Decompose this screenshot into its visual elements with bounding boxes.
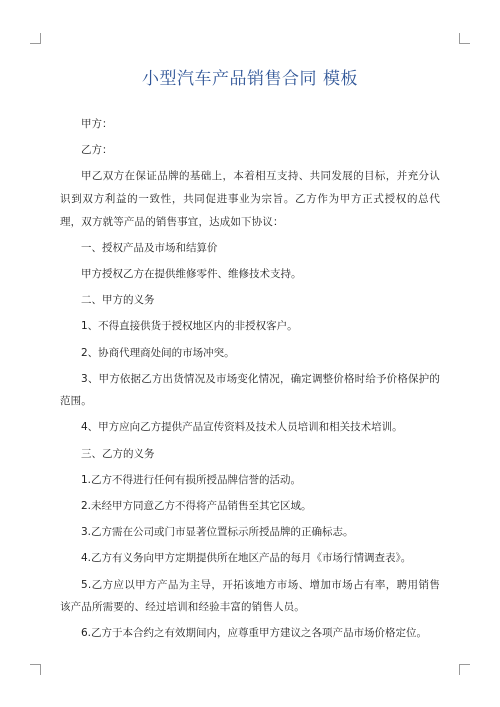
section-heading-1: 一、授权产品及市场和结算价 — [81, 241, 218, 254]
party-b-duty-4: 4.乙方有义务向甲方定期提供所在地区产品的每月《市场行情调查表》。 — [81, 552, 412, 565]
party-b-duty-3: 3.乙方需在公司或门市显著位置标示所授品牌的正确标志。 — [81, 526, 354, 539]
preamble-paragraph: 甲乙双方在保证品牌的基础上，本着相互支持、共同发展的目标，并充分认识到双方利益的一致性，共同促进事业为宗旨。乙方作为甲方正式授权的总代理，双方就等产品的销售事宜，达成如下协议： — [60, 170, 440, 228]
party-a-duty-2: 2、协商代理商处间的市场冲突。 — [81, 346, 235, 359]
party-b-duty-6: 6.乙方于本合约之有效期间内，应尊重甲方建议之各项产品市场价格定位。 — [81, 627, 428, 640]
crop-mark-top-left — [30, 33, 41, 44]
crop-mark-top-right — [459, 33, 470, 44]
crop-mark-bottom-left — [30, 664, 41, 675]
party-a-duty-4: 4、甲方应向乙方提供产品宣传资料及技术人员培训和相关技术培训。 — [81, 421, 403, 434]
party-b-duty-5: 5.乙方应以甲方产品为主导，开拓该地方市场、增加市场占有率，聘用销售该产品所需要的、经过培训和经验丰富的销售人员。 — [60, 578, 440, 614]
party-a-duty-3: 3、甲方依据乙方出货情况及市场变化情况，确定调整价格时给予价格保护的范围。 — [60, 372, 440, 408]
party-b-duty-1: 1.乙方不得进行任何有损所授品牌信誉的活动。 — [81, 473, 302, 486]
party-a-duty-1: 1、不得直接供货于授权地区内的非授权客户。 — [81, 320, 298, 333]
section-heading-2: 二、甲方的义务 — [81, 294, 155, 307]
party-b-duty-2: 2.未经甲方同意乙方不得将产品销售至其它区域。 — [81, 500, 312, 513]
document-body — [60, 113, 440, 649]
crop-mark-bottom-right — [459, 664, 470, 675]
document-title: 小型汽车产品销售合同 模板 — [142, 69, 358, 89]
section-1-paragraph: 甲方授权乙方在提供维修零件、维修技术支持。 — [81, 267, 302, 280]
party-a-line: 甲方： — [81, 118, 113, 130]
party-b-line: 乙方： — [81, 144, 113, 157]
section-heading-3: 三、乙方的义务 — [81, 447, 155, 460]
